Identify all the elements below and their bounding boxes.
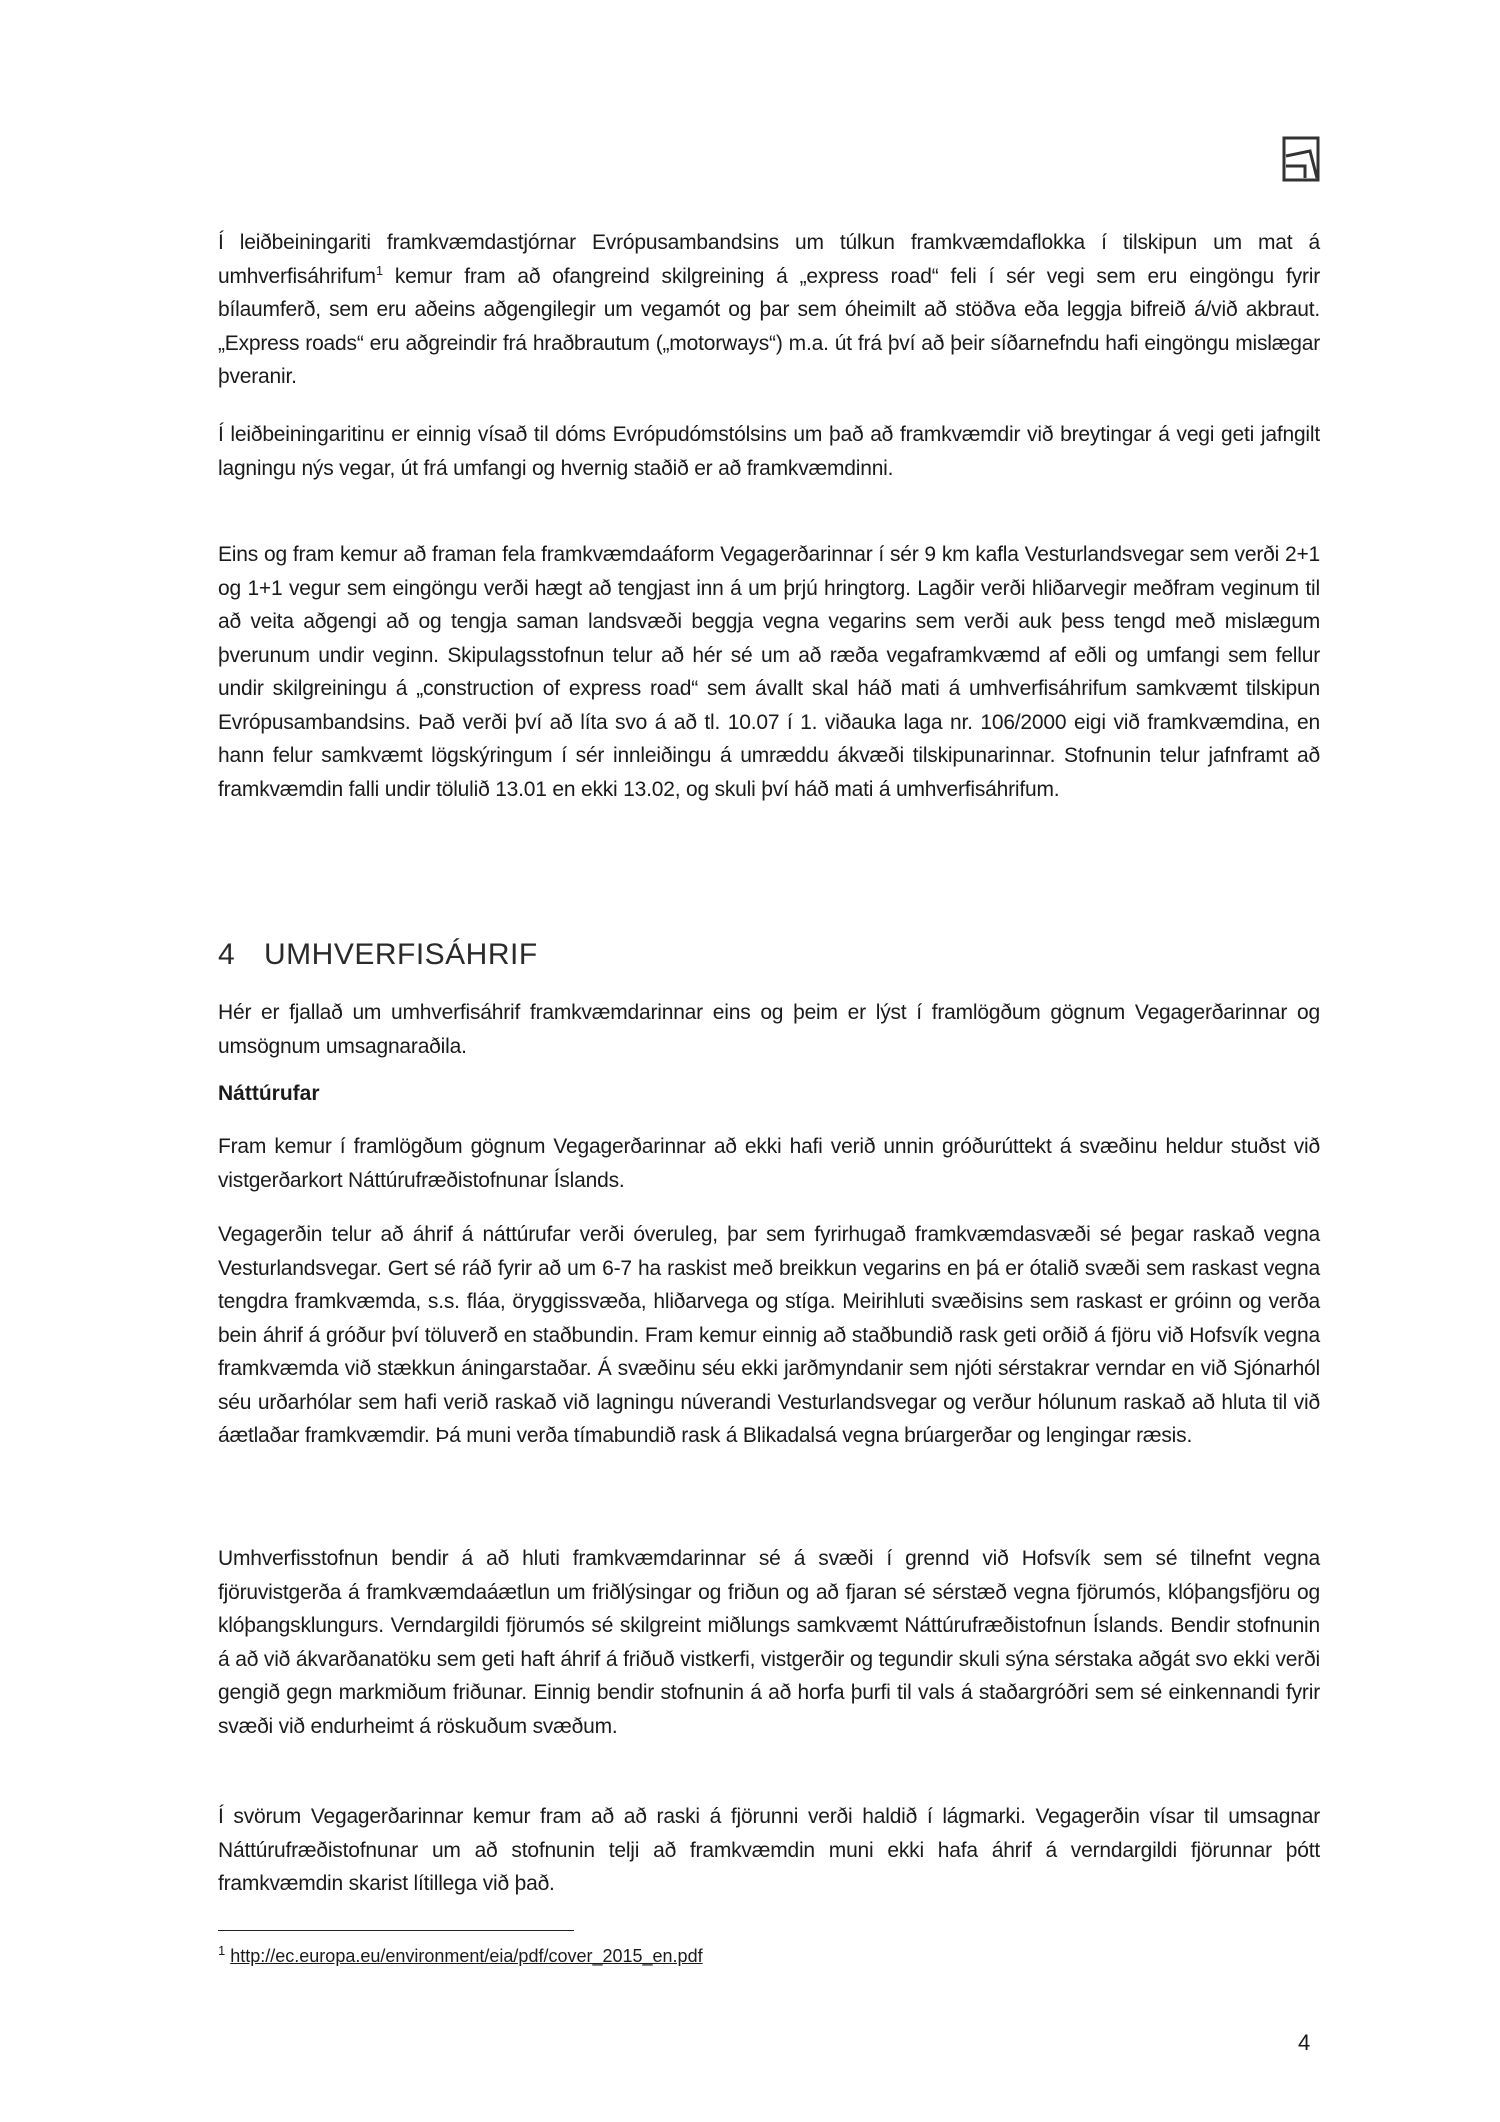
section-intro: Hér er fjallað um umhverfisáhrif framkvæmdarinnar eins og þeim er lýst í framlögðum gögnum Vegagerðarinnar og umsögnum umsagnaraðila. xyxy=(218,1001,1320,1058)
paragraph-court-ruling: Í leiðbeiningaritinu er einnig vísað til dóms Evrópudómstólsins um það að framkvæmdir við breytingar á vegi geti jafngilt lagningu nýs vegar, út frá umfangi og hvernig staðið er að framkvæmdinni. xyxy=(218,423,1320,480)
paragraph-text: Í leiðbeiningariti framkvæmdastjórnar Evrópusambandsins um túlkun framkvæmdaflokka í tilskipun um mat á umhverfisáhrifum xyxy=(218,231,1320,288)
footnote-ref[interactable]: 1 xyxy=(375,262,383,278)
paragraph-text: kemur fram að ofangreind skilgreining á „express road“ feli í sér vegi sem eru eingöngu fyrir bílaumferð, sem eru aðeins aðgengilegir um vegamót og þar sem óheimilt að stöðva eða leggja bifreið á/við akbraut. „Express roads“ eru aðgreindir frá hraðbrautum („motorways“) m.a. út frá því að þeir síðarnefndu hafi eingöngu mislægar þveranir. xyxy=(218,264,1320,388)
paragraph-nature-4: Í svörum Vegagerðarinnar kemur fram að að raski á fjörunni verði haldið í lágmarki. Vegagerðin vísar til umsagnar Náttúrufræðistofnunar um að stofnunin telji að framkvæmdin muni ekki hafa áhrif á verndargildi fjörunnar þótt framkvæmdin skarist lítillega við það. xyxy=(218,1805,1320,1895)
footnote-link[interactable]: http://ec.europa.eu/environment/eia/pdf/cover_2015_en.pdf xyxy=(230,1946,703,1966)
paragraph-nature-2: Vegagerðin telur að áhrif á náttúrufar verði óveruleg, þar sem fyrirhugað framkvæmdasvæði sé þegar raskað vegna Vesturlandsvegar. Gert sé ráð fyrir að um 6-7 ha raskist með breikkun vegarins en þá er ótalið svæði sem raskast vegna tengdra framkvæmda, s.s. fláa, öryggissvæða, hliðarvega og stíga. Meirihluti svæðisins sem raskast er gróinn og verða bein áhrif á gróður því töluverð en staðbundin. Fram kemur einnig að staðbundið rask geti orðið á fjöru við Hofsvík vegna framkvæmda við stækkun áningarstaðar. Á svæðinu séu ekki jarðmyndanir sem njóti sérstakrar verndar en við Sjónarhól séu urðarhólar sem hafi verið raskað við lagningu núverandi Vesturlandsvegar og verður hólunum raskað að hluta til við áætlaðar framkvæmdir. Þá muni verða tímabundið rask á Blikadalsá vegna brúargerðar og lengingar ræsis. xyxy=(218,1223,1320,1447)
subsection-heading: Náttúrufar xyxy=(218,1082,320,1105)
paragraph-planning-assessment: Eins og fram kemur að framan fela framkvæmdaáform Vegagerðarinnar í sér 9 km kafla Vesturlandsvegar sem verði 2+1 og 1+1 vegur sem eingöngu verði hægt að tengjast inn á um þrjú hringtorg. Lagðir verði hliðarvegir meðfram veginum til að veita aðgengi að og tengja saman landsvæði beggja vegna vegarins sem verði auk þess tengd með mislægum þverunum undir veginn. Skipulagsstofnun telur að hér sé um að ræða vegaframkvæmd af eðli og umfangi sem fellur undir skilgreiningu á „construction of express road“ sem ávallt skal háð mati á umhverfisáhrifum samkvæmt tilskipun Evrópusambandsins. Það verði því að líta svo á að tl. 10.07 í 1. viðauka laga nr. 106/2000 eigi við framkvæmdina, en hann felur samkvæmt lögskýringum í sér innleiðingu á umræddu ákvæði tilskipunarinnar. Stofnunin telur jafnframt að framkvæmdin falli undir tölulið 13.01 en ekki 13.02, og skuli því háð mati á umhverfisáhrifum. xyxy=(218,543,1320,801)
section-heading xyxy=(218,938,538,972)
agency-logo-icon xyxy=(1282,136,1320,182)
section-title: UMHVERFISÁHRIF xyxy=(264,938,538,971)
paragraph-express-road-definition xyxy=(218,226,1320,394)
paragraph-nature-1: Fram kemur í framlögðum gögnum Vegagerðarinnar að ekki hafi verið unnin gróðurúttekt á svæðinu heldur stuðst við vistgerðarkort Náttúrufræðistofnunar Íslands. xyxy=(218,1135,1320,1192)
footnote-separator xyxy=(218,1930,574,1931)
footnote-number: 1 xyxy=(218,1943,226,1958)
section-number: 4 xyxy=(218,938,236,971)
paragraph-nature-3: Umhverfisstofnun bendir á að hluti framkvæmdarinnar sé á svæði í grennd við Hofsvík sem sé tilnefnt vegna fjöruvistgerða á framkvæmdaáætlun um friðlýsingar og friðun og að fjaran sé sérstæð vegna fjörumós, klóþangsfjöru og klóþangsklungurs. Verndargildi fjörumós sé skilgreint miðlungs samkvæmt Náttúrufræðistofnun Íslands. Bendir stofnunin á að við ákvarðanatöku sem geti haft áhrif á friðuð vistkerfi, vistgerðir og tegundir skuli sýna sérstaka aðgát svo ekki verði gengið gegn markmiðum friðunar. Einnig bendir stofnunin á að horfa þurfi til vals á staðargróðri sem sé einkennandi fyrir svæði við endurheimt á röskuðum svæðum. xyxy=(218,1547,1320,1738)
footnote xyxy=(218,1943,703,1967)
page-number: 4 xyxy=(1298,2030,1311,2055)
